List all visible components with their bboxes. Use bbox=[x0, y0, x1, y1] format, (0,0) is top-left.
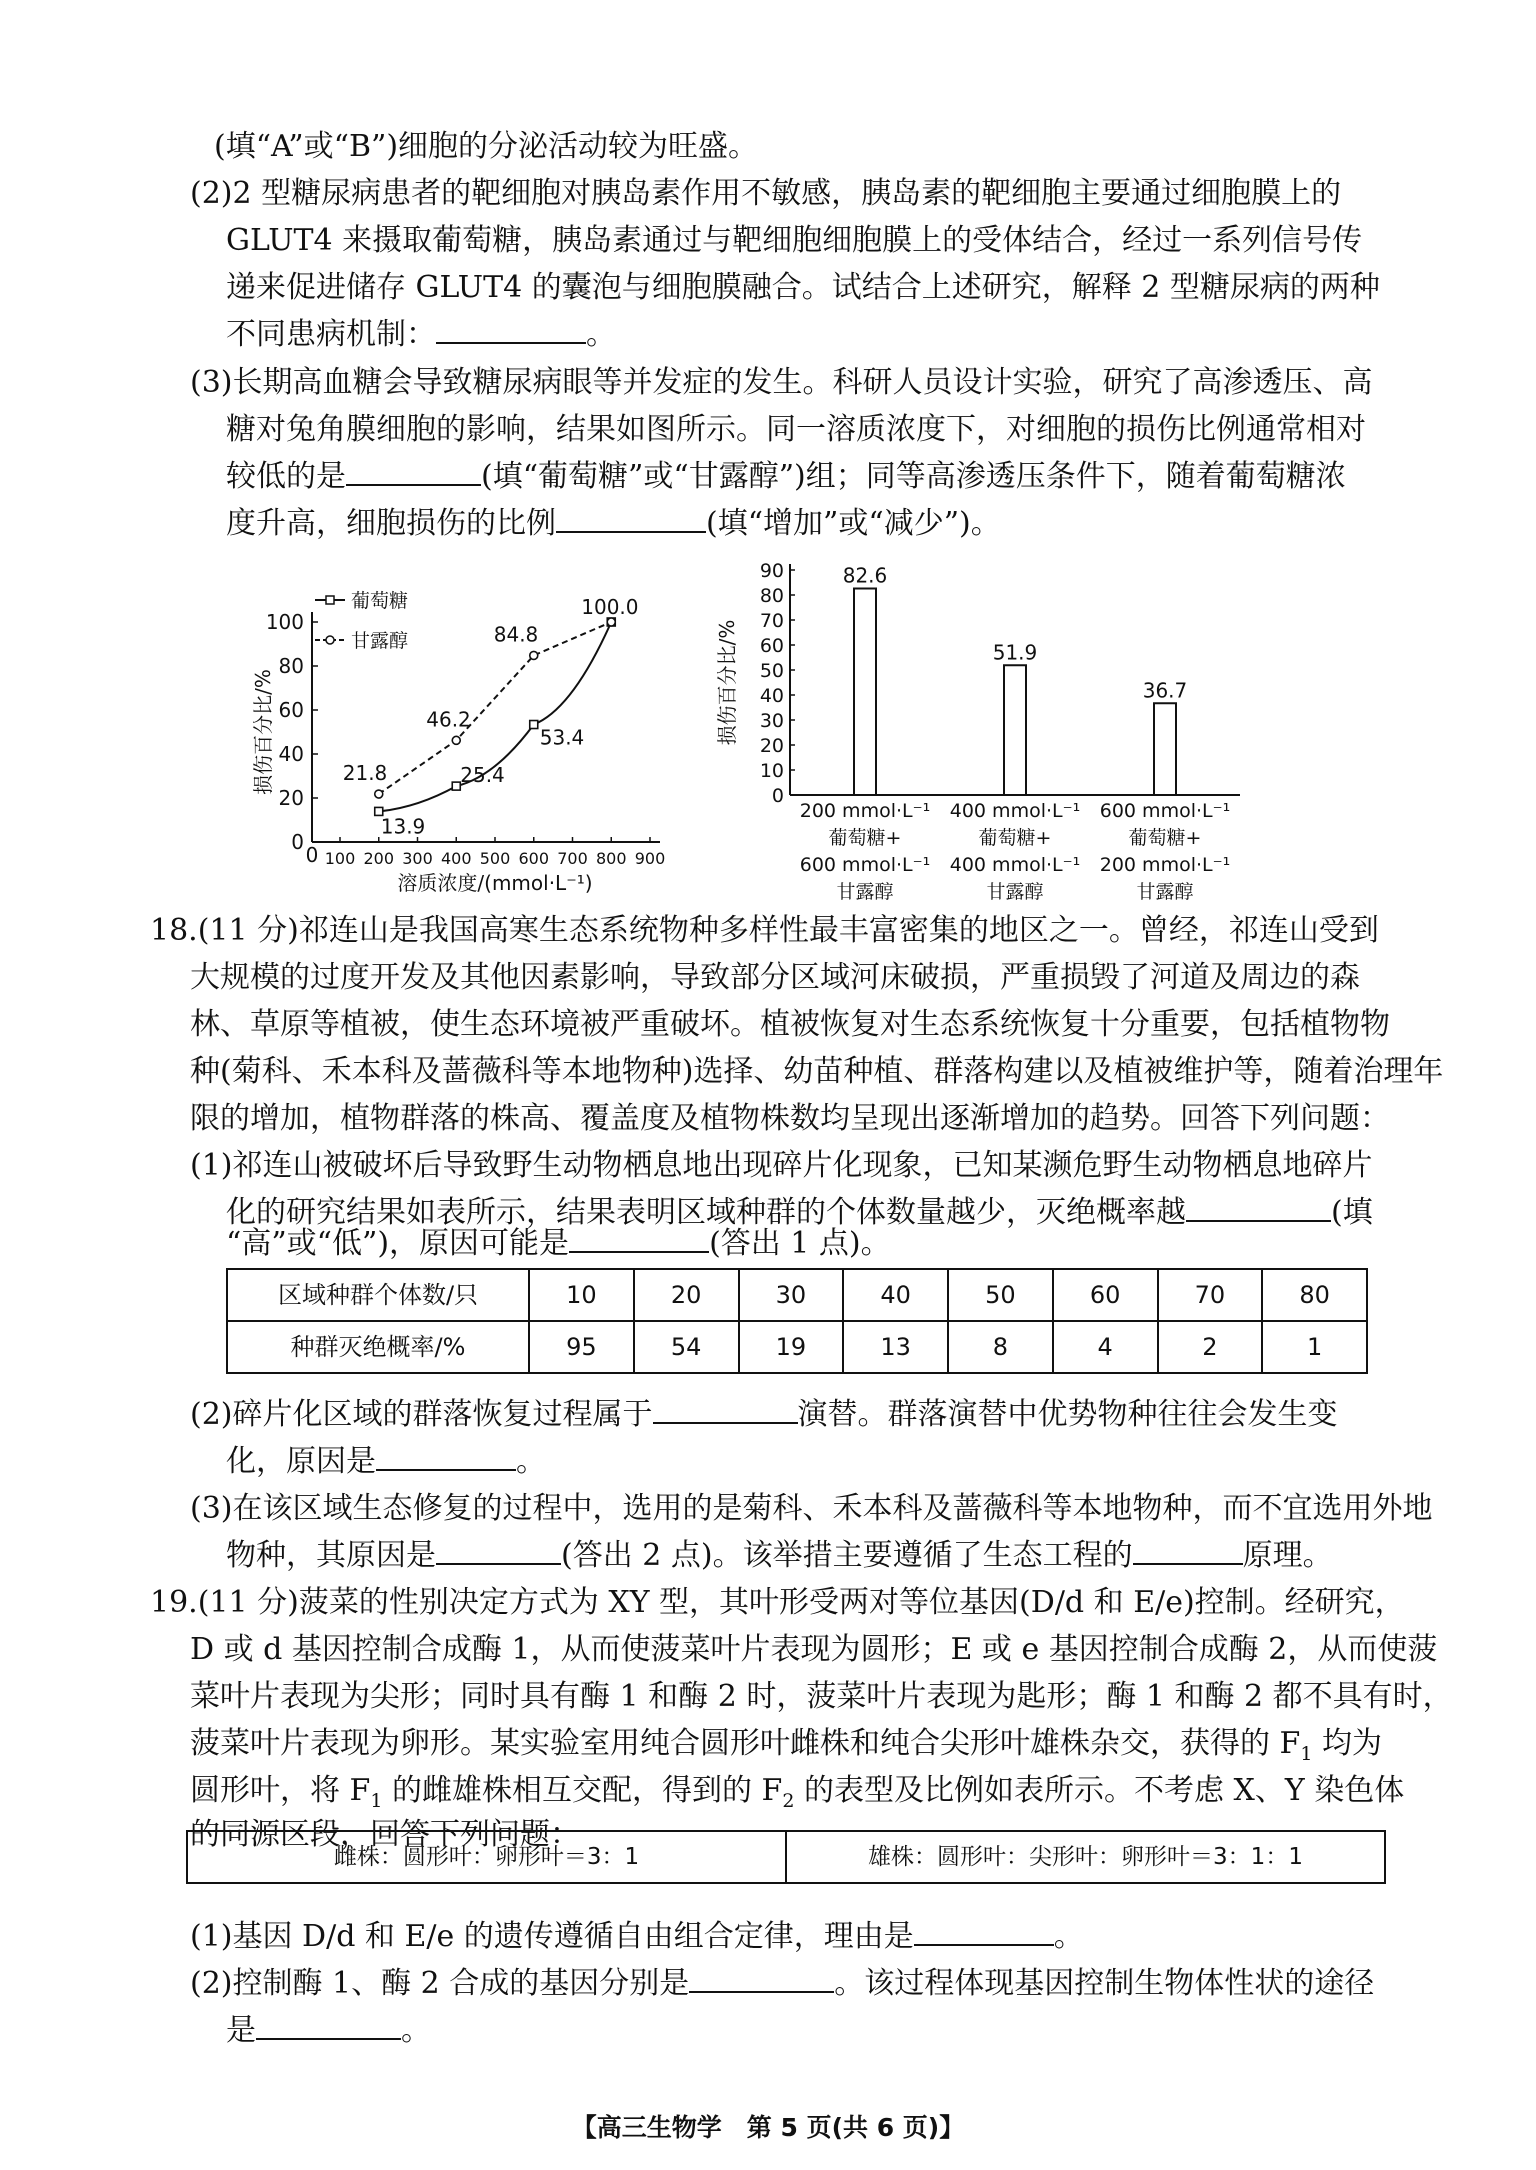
text: 的雌雄株相互交配，得到的 F bbox=[382, 1773, 783, 1808]
x-tick-label: 200 bbox=[363, 849, 395, 868]
legend-marker-mannitol bbox=[326, 636, 334, 644]
bar bbox=[1154, 703, 1176, 795]
data-label: 46.2 bbox=[426, 707, 471, 732]
text: 菠菜叶片表现为卵形。某实验室用纯合圆形叶雌株和纯合尖形叶雄株杂交，获得的 F bbox=[190, 1726, 1301, 1761]
table-cell: 60 bbox=[1053, 1269, 1158, 1321]
y-tick-label: 80 bbox=[759, 585, 784, 607]
legend-label: 葡萄糖 bbox=[351, 590, 409, 612]
text: 糖对兔角膜细胞的影响，结果如图所示。同一溶质浓度下，对细胞的损伤比例通常相对 bbox=[226, 412, 1366, 447]
text: 较低的是 bbox=[226, 459, 346, 494]
table-row bbox=[227, 1321, 1367, 1373]
text: 化的研究结果如表所示，结果表明区域种群的个体数量越少，灭绝概率越 bbox=[226, 1195, 1186, 1230]
y-tick-label: 70 bbox=[759, 610, 784, 632]
text: (2)2 型糖尿病患者的靶细胞对胰岛素作用不敏感，胰岛素的靶细胞主要通过细胞膜上的 bbox=[190, 176, 1342, 211]
text-line bbox=[214, 124, 758, 169]
x-axis-label: 溶质浓度/(mmol·L⁻¹) bbox=[397, 871, 593, 895]
table-cell: 40 bbox=[843, 1269, 948, 1321]
x-tick-label: 700 bbox=[557, 849, 588, 868]
table-cell: 区域种群个体数/只 bbox=[227, 1269, 529, 1321]
y-tick-label: 80 bbox=[278, 654, 304, 678]
text-line bbox=[190, 1961, 1374, 2006]
text: 。 bbox=[586, 317, 616, 352]
table-cell: 1 bbox=[1262, 1321, 1367, 1373]
data-label: 84.8 bbox=[493, 622, 539, 647]
y-axis-label: 损伤百分比/% bbox=[715, 619, 739, 746]
text: 不同患病机制： bbox=[226, 317, 436, 352]
y-tick-label: 10 bbox=[759, 760, 784, 782]
x-tick-label: 400 mmol·L⁻¹ bbox=[949, 800, 1081, 822]
data-point bbox=[530, 721, 538, 729]
text: 递来促进储存 GLUT4 的囊泡与细胞膜融合。试结合上述研究，解释 2 型糖尿病的两种 bbox=[226, 270, 1380, 305]
x-tick-label: 葡萄糖+ bbox=[1128, 827, 1202, 849]
x-tick-label: 600 mmol·L⁻¹ bbox=[1099, 800, 1231, 822]
text: 的表型及比例如表所示。不考虑 X、Y 染色体 bbox=[794, 1773, 1405, 1808]
text: (2)控制酶 1、酶 2 合成的基因分别是 bbox=[190, 1966, 690, 2001]
y-tick-label: 30 bbox=[759, 710, 784, 732]
text: 。 bbox=[401, 2013, 431, 2048]
text: (3)在该区域生态修复的过程中，选用的是菊科、禾本科及蔷薇科等本地物种，而不宜选用外地 bbox=[190, 1491, 1433, 1526]
origin-label: 0 bbox=[305, 843, 319, 867]
text-line bbox=[190, 1143, 1373, 1188]
y-tick-label: 20 bbox=[759, 735, 784, 757]
text: 19.(11 分)菠菜的性别决定方式为 XY 型，其叶形受两对等位基因(D/d 和 E/e)控制。经研究， bbox=[150, 1585, 1405, 1620]
text-line bbox=[226, 1533, 1333, 1578]
answer-blank bbox=[376, 1439, 516, 1471]
f2-phenotype-table bbox=[186, 1830, 1386, 1884]
table-cell: 雄株：圆形叶：尖形叶：卵形叶＝3：1：1 bbox=[786, 1831, 1385, 1883]
x-tick-label: 200 mmol·L⁻¹ bbox=[1099, 854, 1231, 876]
text: 大规模的过度开发及其他因素影响，导致部分区域河床破损，严重损毁了河道及周边的森 bbox=[190, 960, 1360, 995]
y-tick-label: 90 bbox=[759, 560, 784, 582]
text-line bbox=[190, 1002, 1390, 1047]
text-line bbox=[190, 1914, 1084, 1959]
text-line bbox=[226, 265, 1380, 310]
data-point bbox=[607, 618, 615, 626]
x-tick-label: 400 bbox=[440, 849, 472, 868]
table-cell: 13 bbox=[843, 1321, 948, 1373]
text-line bbox=[190, 1049, 1443, 1094]
text: 限的增加，植物群落的株高、覆盖度及植物株数均呈现出逐渐增加的趋势。回答下列问题： bbox=[190, 1101, 1390, 1136]
extinction-table bbox=[226, 1268, 1368, 1374]
bar-chart bbox=[715, 545, 1260, 905]
text: 原理。 bbox=[1242, 1538, 1333, 1573]
answer-blank bbox=[556, 501, 706, 533]
x-tick-label: 甘露醇 bbox=[1136, 881, 1194, 903]
page-footer: 【高三生物学 第 5 页(共 6 页)】 bbox=[571, 2113, 965, 2142]
answer-blank bbox=[1133, 1533, 1243, 1565]
x-tick-label: 100 bbox=[324, 849, 356, 868]
y-tick-label: 50 bbox=[759, 660, 784, 682]
data-label: 51.9 bbox=[992, 640, 1038, 665]
y-tick-label: 60 bbox=[759, 635, 784, 657]
bar bbox=[854, 589, 876, 796]
text-line bbox=[226, 2008, 431, 2053]
data-label: 21.8 bbox=[342, 761, 388, 786]
text: (答出 2 点)。该举措主要遵循了生态工程的 bbox=[561, 1538, 1133, 1573]
table-cell: 8 bbox=[948, 1321, 1053, 1373]
text: 种(菊科、禾本科及蔷薇科等本地物种)选择、幼苗种植、群落构建以及植被维护等，随着治理年 bbox=[190, 1054, 1444, 1089]
text: (2)碎片化区域的群落恢复过程属于 bbox=[190, 1397, 653, 1432]
text: 的同源区段，回答下列问题： bbox=[190, 1817, 580, 1852]
x-tick-label: 400 mmol·L⁻¹ bbox=[949, 854, 1081, 876]
y-tick-label: 100 bbox=[265, 610, 304, 634]
text-line bbox=[190, 1486, 1433, 1531]
text-line bbox=[190, 171, 1341, 216]
text: (1)基因 D/d 和 E/e 的遗传遵循自由组合定律，理由是 bbox=[190, 1919, 914, 1954]
x-tick-label: 葡萄糖+ bbox=[978, 827, 1052, 849]
y-tick-label: 40 bbox=[759, 685, 784, 707]
text: (答出 1 点)。 bbox=[709, 1226, 891, 1261]
x-tick-label: 900 bbox=[634, 849, 666, 868]
data-label: 100.0 bbox=[581, 595, 639, 619]
data-label: 53.4 bbox=[539, 725, 585, 750]
text: (填“葡萄糖”或“甘露醇”)组；同等高渗透压条件下，随着葡萄糖浓 bbox=[481, 459, 1346, 494]
x-tick-label: 甘露醇 bbox=[836, 881, 894, 903]
x-tick-label: 800 bbox=[595, 849, 627, 868]
table-row bbox=[187, 1831, 1385, 1883]
text: 18.(11 分)祁连山是我国高寒生态系统物种多样性最丰富密集的地区之一。曾经，祁连山受到 bbox=[150, 913, 1379, 948]
answer-blank bbox=[569, 1221, 709, 1253]
answer-blank bbox=[689, 1961, 834, 1993]
y-tick-label: 20 bbox=[278, 786, 304, 810]
text: 。 bbox=[516, 1444, 546, 1479]
text: 均为 bbox=[1312, 1726, 1382, 1761]
text-line bbox=[190, 955, 1360, 1000]
y-tick-label: 0 bbox=[771, 785, 784, 807]
y-axis-label: 损伤百分比/% bbox=[251, 669, 275, 795]
answer-blank bbox=[256, 2008, 401, 2040]
text: D 或 d 基因控制合成酶 1，从而使菠菜叶片表现为圆形；E 或 e 基因控制合成酶 2，从而使菠 bbox=[190, 1632, 1438, 1667]
x-tick-label: 500 bbox=[479, 849, 511, 868]
text-line bbox=[190, 1096, 1390, 1141]
table-cell: 雌株：圆形叶：卵形叶＝3：1 bbox=[187, 1831, 786, 1883]
subscript: 2 bbox=[782, 1790, 795, 1812]
answer-blank bbox=[914, 1914, 1054, 1946]
text: 度升高，细胞损伤的比例 bbox=[226, 506, 556, 541]
x-tick-label: 300 bbox=[402, 849, 433, 868]
data-point bbox=[375, 790, 383, 798]
subscript: 1 bbox=[1300, 1743, 1313, 1765]
data-label: 25.4 bbox=[460, 763, 505, 788]
answer-blank bbox=[346, 454, 481, 486]
legend-label: 甘露醇 bbox=[351, 630, 409, 652]
subscript: 1 bbox=[370, 1790, 383, 1812]
text-line bbox=[190, 1674, 1453, 1719]
table-cell: 30 bbox=[739, 1269, 844, 1321]
text: 是 bbox=[226, 2013, 256, 2048]
text-line bbox=[226, 454, 1346, 499]
x-tick-label: 甘露醇 bbox=[986, 881, 1044, 903]
text-line bbox=[190, 1627, 1437, 1672]
text: (填“增加”或“减少”)。 bbox=[706, 506, 1001, 541]
text: 圆形叶，将 F bbox=[190, 1773, 371, 1808]
bar bbox=[1004, 665, 1026, 795]
table-cell: 20 bbox=[634, 1269, 739, 1321]
text: (填“A”或“B”)细胞的分泌活动较为旺盛。 bbox=[214, 129, 759, 164]
text: 。该过程体现基因控制生物体性状的途径 bbox=[834, 1966, 1375, 2001]
text-line bbox=[190, 1392, 1338, 1437]
y-tick-label: 0 bbox=[291, 830, 304, 854]
table-cell: 4 bbox=[1053, 1321, 1158, 1373]
table-cell: 19 bbox=[739, 1321, 844, 1373]
text-line bbox=[190, 1721, 1382, 1766]
text-line bbox=[226, 1439, 546, 1484]
text-line bbox=[190, 1768, 1404, 1813]
table-cell: 80 bbox=[1262, 1269, 1367, 1321]
legend-marker-glucose bbox=[326, 596, 334, 604]
text: 林、草原等植被，使生态环境被严重破坏。植被恢复对生态系统恢复十分重要，包括植物物 bbox=[190, 1007, 1390, 1042]
text-line bbox=[226, 501, 1001, 546]
line-chart bbox=[251, 560, 710, 900]
text: (1)祁连山被破坏后导致野生动物栖息地出现碎片化现象，已知某濒危野生动物栖息地碎片 bbox=[190, 1148, 1373, 1183]
x-tick-label: 600 bbox=[518, 849, 550, 868]
text-line bbox=[226, 218, 1362, 263]
x-tick-label: 600 mmol·L⁻¹ bbox=[799, 854, 931, 876]
x-tick-label: 200 mmol·L⁻¹ bbox=[799, 800, 931, 822]
data-label: 13.9 bbox=[380, 814, 426, 839]
text-line bbox=[190, 360, 1373, 405]
table-cell: 种群灭绝概率/% bbox=[227, 1321, 529, 1373]
x-tick-label: 葡萄糖+ bbox=[828, 827, 902, 849]
text: 。 bbox=[1053, 1919, 1084, 1954]
text-line bbox=[226, 312, 616, 357]
data-label: 82.6 bbox=[842, 563, 888, 588]
table-cell: 10 bbox=[529, 1269, 634, 1321]
table-cell: 70 bbox=[1158, 1269, 1263, 1321]
text: 物种，其原因是 bbox=[226, 1538, 436, 1573]
text-line bbox=[150, 908, 1379, 953]
text: “高”或“低”)，原因可能是 bbox=[226, 1226, 570, 1261]
table-row bbox=[227, 1269, 1367, 1321]
text-line bbox=[226, 1221, 891, 1266]
table-cell: 2 bbox=[1158, 1321, 1263, 1373]
y-tick-label: 40 bbox=[278, 742, 304, 766]
text: 菜叶片表现为尖形；同时具有酶 1 和酶 2 时，菠菜叶片表现为匙形；酶 1 和酶 2 都不具有时， bbox=[190, 1679, 1453, 1714]
table-cell: 95 bbox=[529, 1321, 634, 1373]
y-tick-label: 60 bbox=[278, 698, 304, 722]
data-point bbox=[452, 736, 460, 744]
text: GLUT4 来摄取葡萄糖，胰岛素通过与靶细胞细胞膜上的受体结合，经过一系列信号传 bbox=[226, 223, 1363, 258]
text: (填 bbox=[1331, 1195, 1373, 1230]
text-line bbox=[226, 407, 1366, 452]
answer-blank bbox=[436, 1533, 561, 1565]
data-point bbox=[452, 782, 460, 790]
text: 化，原因是 bbox=[226, 1444, 376, 1479]
answer-blank bbox=[1186, 1190, 1331, 1222]
data-point bbox=[530, 651, 538, 659]
table-cell: 50 bbox=[948, 1269, 1053, 1321]
answer-blank bbox=[436, 312, 586, 344]
text-line bbox=[150, 1580, 1405, 1625]
answer-blank bbox=[653, 1392, 798, 1424]
data-label: 36.7 bbox=[1142, 678, 1188, 703]
text: (3)长期高血糖会导致糖尿病眼等并发症的发生。科研人员设计实验，研究了高渗透压、高 bbox=[190, 365, 1373, 400]
text: 演替。群落演替中优势物种往往会发生变 bbox=[797, 1397, 1338, 1432]
table-cell: 54 bbox=[634, 1321, 739, 1373]
